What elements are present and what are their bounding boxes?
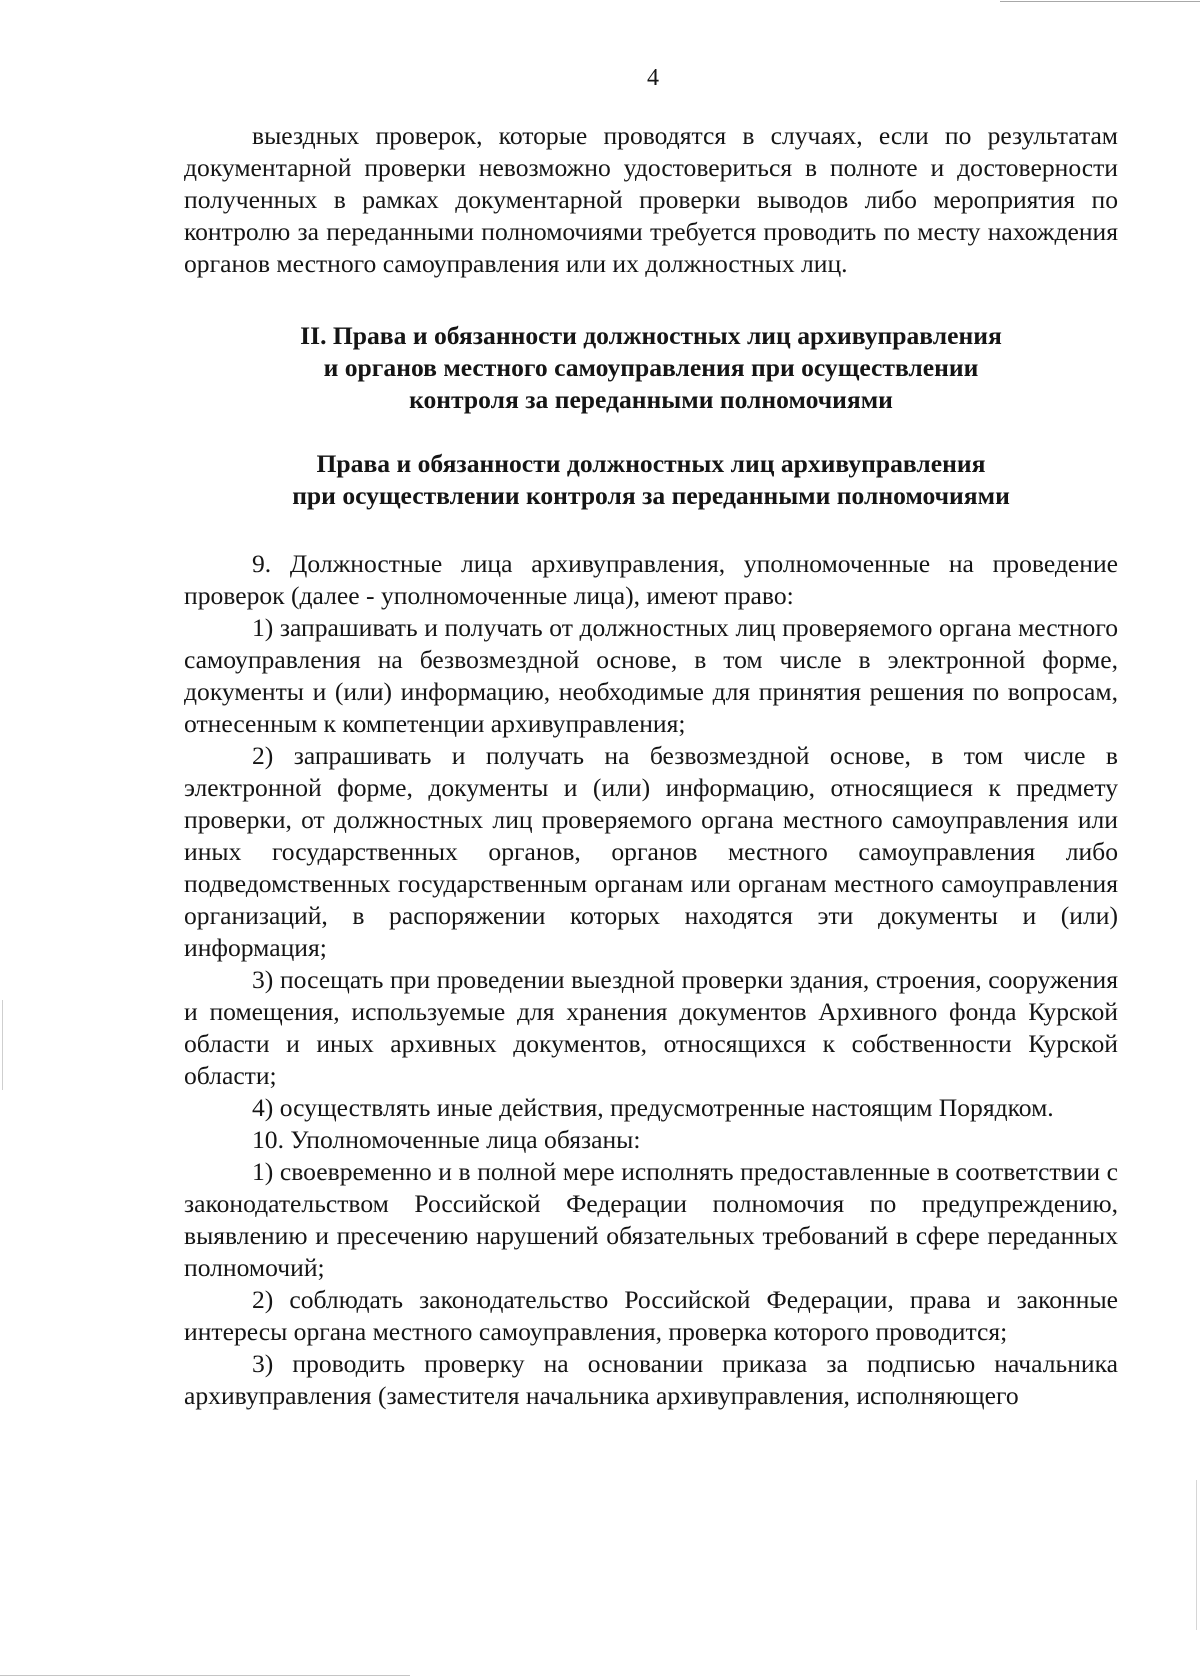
section-heading: [184, 320, 1118, 416]
page-number: 4: [647, 65, 659, 91]
paragraph-9-item-2: 2) запрашивать и получать на безвозмездной основе, в том числе в электронной форме, документы и (или) информацию, относящиеся к предмету проверки, от должностных лиц проверяемого органа местного самоуправления или иных государственных органов, органов местного самоуправления либо подведомственных государственным органам или органам местного самоуправления организаций, в распоряжении которых находятся эти документы и (или) информация;: [184, 741, 1118, 962]
document-body: [184, 120, 1118, 1412]
scan-edge-left: [2, 1000, 3, 1090]
paragraph-10-item-3: 3) проводить проверку на основании приказа за подписью начальника архивуправления (заместителя начальника архивуправления, исполняющего: [184, 1349, 1118, 1410]
paragraph-9: 9. Должностные лица архивуправления, уполномоченные на проведение проверок (далее - уполномоченные лица), имеют право:: [184, 549, 1118, 610]
paragraph-9-item-3: 3) посещать при проведении выездной проверки здания, строения, сооружения и помещения, используемые для хранения документов Архивного фонда Курской области и иных архивных документов, относящихся к собственности Курской области;: [184, 965, 1118, 1090]
paragraph-10-item-2: 2) соблюдать законодательство Российской Федерации, права и законные интересы органа местного самоуправления, проверка которого проводится;: [184, 1285, 1118, 1346]
scan-edge-right: [1196, 1480, 1197, 1630]
paragraph-10-item-1: 1) своевременно и в полной мере исполнять предоставленные в соответствии с законодательством Российской Федерации полномочия по предупреждению, выявлению и пресечению нарушений обязательных требований в сфере переданных полномочий;: [184, 1157, 1118, 1282]
paragraph-10: 10. Уполномоченные лица обязаны:: [252, 1125, 641, 1154]
subsection-heading: [184, 448, 1118, 512]
paragraph-9-item-1: 1) запрашивать и получать от должностных лиц проверяемого органа местного самоуправления на безвозмездной основе, в том числе в электронной форме, документы и (или) информацию, необходимые для принятия решения по вопросам, отнесенным к компетенции архивуправления;: [184, 613, 1118, 738]
intro-paragraph: выездных проверок, которые проводятся в случаях, если по результатам документарной проверки невозможно удостовериться в полноте и достоверности полученных в рамках документарной проверки выводов либо мероприятия по контролю за переданными полномочиями требуется проводить по месту нахождения органов местного самоуправления или их должностных лиц.: [184, 121, 1118, 278]
paragraph-9-item-4: 4) осуществлять иные действия, предусмотренные настоящим Порядком.: [252, 1093, 1054, 1122]
scan-edge-bottom: [0, 1675, 410, 1676]
section-heading-line: контроля за переданными полномочиями: [409, 385, 893, 414]
scan-edge-top: [1000, 1, 1200, 2]
section-heading-line: II. Права и обязанности должностных лиц архивуправления: [300, 321, 1002, 350]
subsection-heading-line: при осуществлении контроля за переданными полномочиями: [292, 481, 1010, 510]
section-heading-line: и органов местного самоуправления при осуществлении: [323, 353, 979, 382]
subsection-heading-line: Права и обязанности должностных лиц архивуправления: [316, 449, 986, 478]
